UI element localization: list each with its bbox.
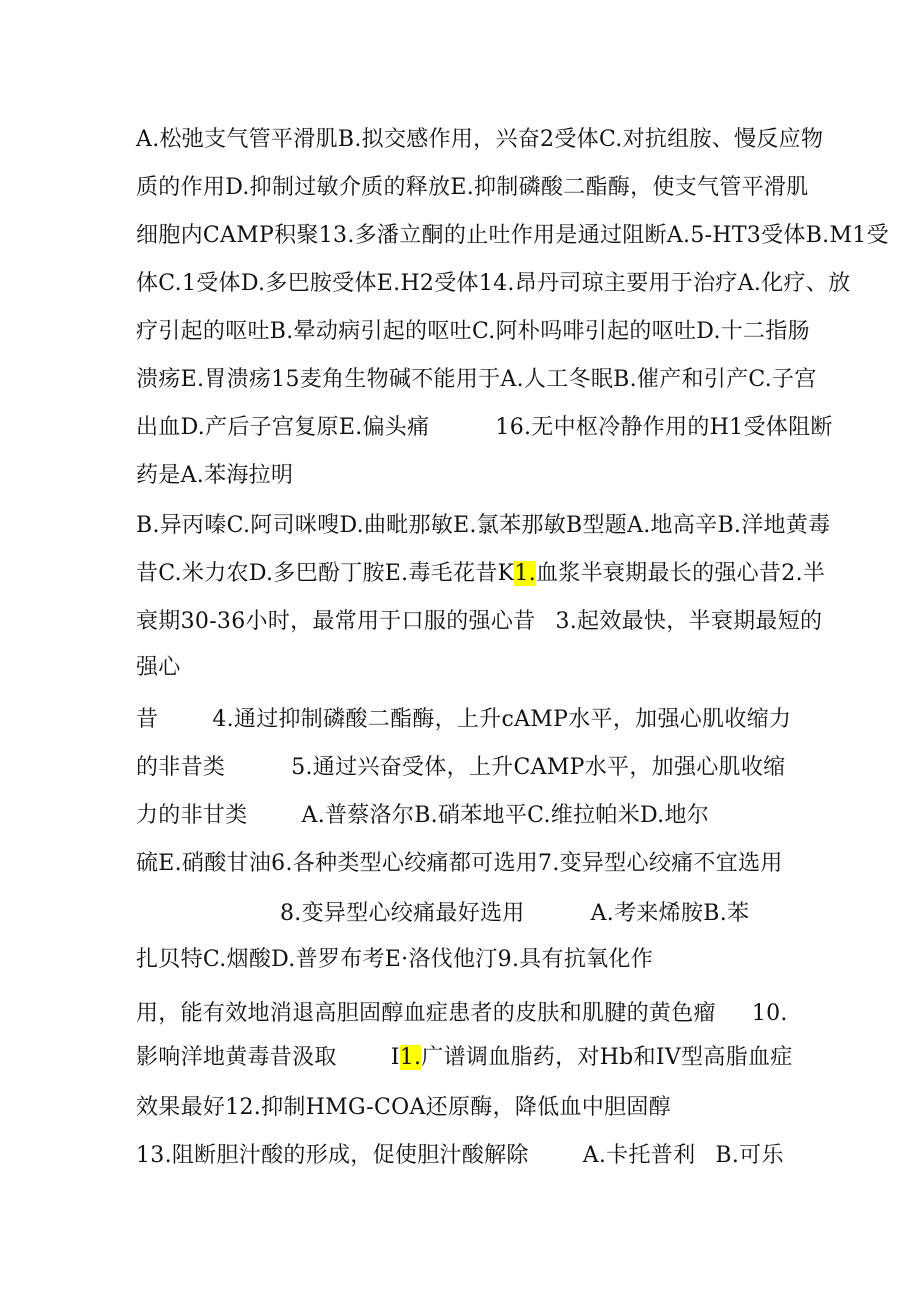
text-span: 体C.1受体D.多巴胺受体E.H2受体14.昂丹司琼主要用于治疗A.化疗、放 bbox=[136, 271, 851, 296]
text-line bbox=[136, 459, 293, 493]
text-line bbox=[136, 751, 785, 785]
text-span: 药是A.苯海拉明 bbox=[136, 463, 294, 488]
text-span: 硫E.硝酸甘油6.各种类型心绞痛都可选用7.变异型心绞痛不宜选用 bbox=[136, 851, 783, 876]
text-span: 13.阻断胆汁酸的形成，促使胆汁酸解除 bbox=[136, 1143, 529, 1168]
highlighted-number: 1. bbox=[514, 561, 536, 586]
text-span: 疗引起的呕吐B.晕动病引起的呕吐C.阿朴吗啡引起的呕吐D.十二指肠 bbox=[136, 319, 810, 344]
text-line bbox=[136, 509, 830, 543]
text-line bbox=[136, 411, 833, 445]
text-line bbox=[136, 363, 817, 397]
text-span: 衰期30-36小时，最常用于口服的强心昔 bbox=[136, 609, 536, 634]
text-line bbox=[136, 943, 653, 977]
text-line bbox=[136, 799, 709, 833]
text-line bbox=[136, 123, 823, 157]
text-span: 的非昔类 bbox=[136, 755, 226, 780]
text-span: 10. bbox=[751, 1001, 788, 1026]
text-span: B.异丙嗪C.阿司咪嗖D.曲毗那敏E.氯苯那敏B型题A.地高辛B.洋地黄毒 bbox=[136, 513, 831, 538]
text-span: B.可乐 bbox=[715, 1143, 784, 1168]
text-line bbox=[136, 897, 749, 931]
text-span: 强心 bbox=[136, 655, 181, 680]
text-span: A.普蔡洛尔B.硝苯地平C.维拉帕米D.地尔 bbox=[301, 803, 710, 828]
text-span: 昔C.米力农D.多巴酚丁胺E.毒毛花昔K bbox=[136, 561, 515, 586]
text-span: 广谱调血脂药，对Hb和IV型高脂血症 bbox=[421, 1045, 793, 1070]
text-span: 昔 bbox=[136, 707, 159, 732]
text-span: 影响洋地黄毒昔汲取 bbox=[136, 1045, 337, 1070]
text-span: 3.起效最快，半衰期最短的 bbox=[555, 609, 823, 634]
text-span: 出血D.产后子宫复原E.偏头痛 bbox=[136, 415, 430, 440]
text-line bbox=[136, 1041, 793, 1075]
text-line bbox=[136, 267, 850, 301]
text-line bbox=[136, 703, 791, 737]
text-line bbox=[136, 1091, 671, 1125]
text-span: I bbox=[390, 1045, 400, 1070]
text-line bbox=[136, 171, 809, 205]
text-span: 扎贝特C.烟酸D.普罗布考E·洛伐他汀9.具有抗氧化作 bbox=[136, 947, 654, 972]
text-span: 8.变异型心绞痛最好选用 bbox=[280, 901, 525, 926]
text-line bbox=[136, 997, 788, 1031]
text-span: A.卡托普利 bbox=[582, 1143, 696, 1168]
text-span: 用，能有效地消退高胆固醇血症患者的皮肤和肌腱的黄色瘤 bbox=[136, 1001, 716, 1026]
text-line bbox=[136, 1139, 784, 1173]
text-span: 细胞内CAMP积聚13.多潘立酮的止吐作用是通过阻断A.5-HT3受体B.M1受 bbox=[136, 223, 889, 248]
text-line bbox=[136, 219, 889, 253]
text-line bbox=[136, 315, 810, 349]
text-line bbox=[136, 847, 783, 881]
text-span: 5.通过兴奋受体，上升CAMP水平，加强心肌收缩 bbox=[291, 755, 786, 780]
text-span: 效果最好12.抑制HMG-COA还原酶，降低血中胆固醇 bbox=[136, 1095, 671, 1120]
text-line bbox=[136, 651, 181, 685]
text-span: 力的非甘类 bbox=[136, 803, 248, 828]
text-line bbox=[136, 605, 822, 639]
text-line bbox=[136, 557, 825, 591]
text-span: A.考来烯胺B.苯 bbox=[590, 901, 750, 926]
text-span: 16.无中枢冷静作用的H1受体阻断 bbox=[495, 415, 833, 440]
text-span: A.松弛支气管平滑肌B.拟交感作用，兴奋2受体C.对抗组胺、慢反应物 bbox=[136, 127, 824, 152]
text-span: 4.通过抑制磷酸二酯酶，上升cAMP水平，加强心肌收缩力 bbox=[212, 707, 792, 732]
text-span: 质的作用D.抑制过敏介质的释放E.抑制磷酸二酯酶，使支气管平滑肌 bbox=[136, 175, 809, 200]
text-span: 溃疡E.胃溃疡15麦角生物碱不能用于A.人工冬眠B.催产和引产C.子宫 bbox=[136, 367, 817, 392]
highlighted-number: 1. bbox=[399, 1045, 422, 1070]
text-span: 血浆半衰期最长的强心昔2.半 bbox=[535, 561, 826, 586]
